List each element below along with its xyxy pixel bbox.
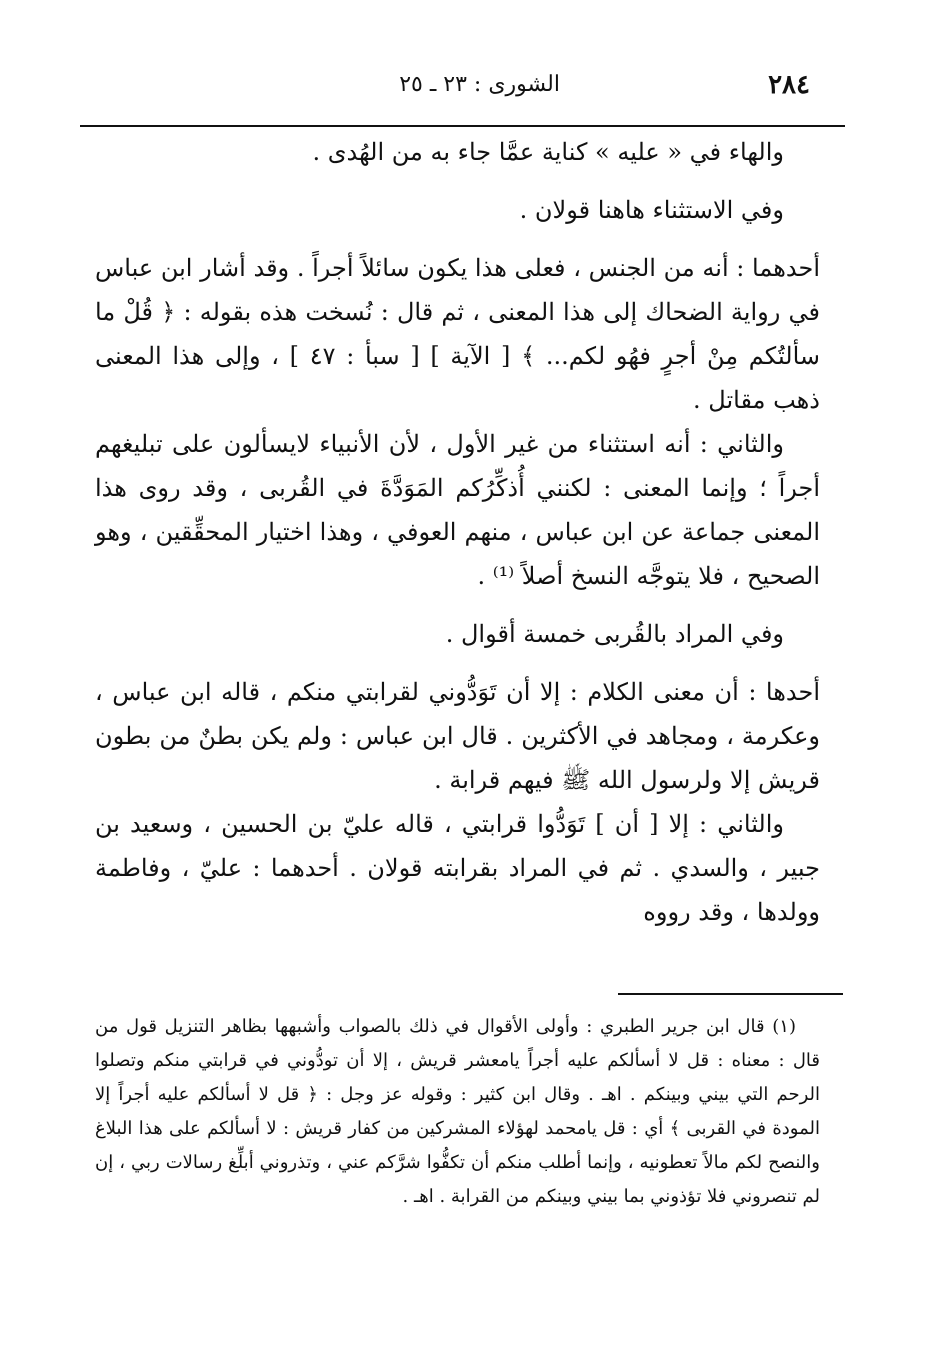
main-text xyxy=(95,130,820,934)
paragraph: وفي المراد بالقُربى خمسة أقوال . xyxy=(445,620,784,648)
paragraph: أحدهما : أنه من الجنس ، فعلى هذا يكون سائلاً أجراً . وقد أشار ابن عباس في رواية الضحاك إلى هذا المعنى ، ثم قال : نُسخت هذه بقوله : ﴿ قُلْ ما سألتُكم مِنْ أجرٍ فهُو لكم... ﴾ [ الآية ] [ سبأ : ٤٧ ] ، وإلى هذا المعنى ذهب مقاتل . xyxy=(95,254,820,414)
paragraph: وفي الاستثناء هاهنا قولان . xyxy=(519,196,784,224)
running-title: الشورى : ٢٣ ـ ٢٥ xyxy=(399,72,560,97)
paragraph: والهاء في « عليه » كناية عمَّا جاء به من الهُدى . xyxy=(312,138,784,166)
footnote: (١) قال ابن جرير الطبري : وأولى الأقوال في ذلك بالصواب وأشبهها بظاهر التنزيل قول من قال : معناه : قل لا أسألكم عليه أجراً يامعشر قريش ، إلا أن تودُّوني في قرابتي منكم وتصلوا الرحم التي بيني وبينكم . اهـ . وقال ابن كثير : وقوله عز وجل : ﴿ قل لا أسألكم عليه أجراً إلا المودة في القربى ﴾ أي : قل يامحمد لهؤلاء المشركين من كفار قريش : لا أسألكم على هذا البلاغ والنصح لكم مالاً تعطونيه ، وإنما أطلب منكم أن تكفُّوا شرَّكم عني ، وتذروني أبلِّغ رسالات ربي ، إن لم تنصروني فلا تؤذوني بما بيني وبينكم من القرابة . اهـ . xyxy=(95,1016,820,1207)
footnotes xyxy=(95,1010,820,1214)
footnote-rule xyxy=(618,993,843,995)
paragraph: أحدها : أن معنى الكلام : إلا أن تَوَدُّوني لقرابتي منكم ، قاله ابن عباس ، وعكرمة ، ومجاهد في الأكثرين . قال ابن عباس : ولم يكن بطنٌ من بطون قريش إلا ولرسول الله ﷺ فيهم قرابة . xyxy=(95,678,820,794)
page-number: ٢٨٤ xyxy=(768,70,810,100)
paragraph: والثاني : أنه استثناء من غير الأول ، لأن الأنبياء لايسألون على تبليغهم أجراً ؛ وإنما المعنى : لكنني أُذكِّرُكم المَوَدَّةَ في القُربى ، وقد روى هذا المعنى جماعة عن ابن عباس ، منهم العوفي ، وهذا اختيار المحقِّقين ، وهو الصحيح ، فلا يتوجَّه النسخ أصلاً ⁽¹⁾ . xyxy=(95,430,820,590)
header-rule xyxy=(80,125,845,127)
page-header xyxy=(80,70,810,110)
paragraph: والثاني : إلا [ أن ] تَوَدُّوا قرابتي ، قاله عليّ بن الحسين ، وسعيد بن جبير ، والسدي . ثم في المراد بقرابته قولان . أحدهما : عليّ ، وفاطمة وولدها ، وقد رووه xyxy=(95,810,820,926)
